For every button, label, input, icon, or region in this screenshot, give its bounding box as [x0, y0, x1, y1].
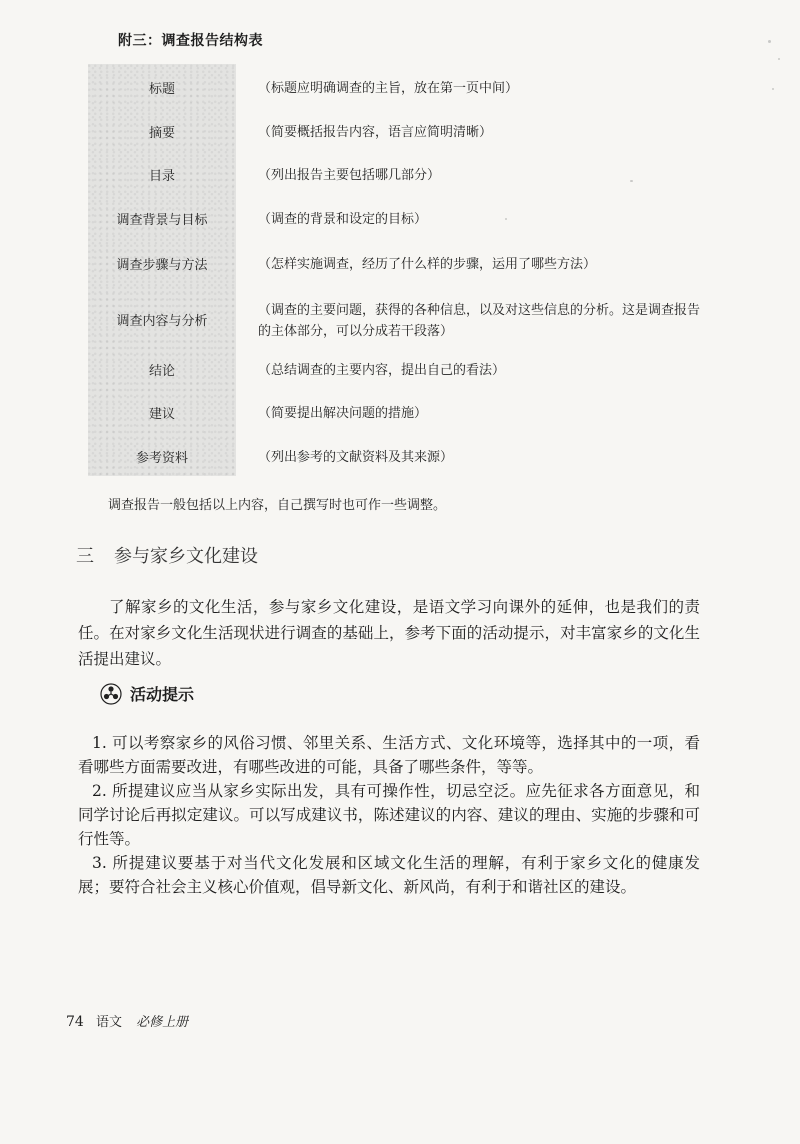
intro-paragraph: 了解家乡的文化生活，参与家乡文化建设，是语文学习向课外的延伸，也是我们的责任。在对家乡文化生活现状进行调查的基础上，参考下面的活动提示，对丰富家乡的文化生活提出建议。 [78, 598, 700, 668]
scan-speckle [768, 40, 771, 43]
row-label: 建议 [148, 407, 175, 422]
section-number: 三 [76, 546, 94, 567]
scan-speckle [778, 58, 780, 60]
row-description: （简要概括报告内容，语言应简明清晰） [258, 125, 493, 140]
row-label: 摘要 [148, 126, 175, 141]
tips-heading-label: 活动提示 [130, 685, 195, 704]
tip-item: 1. 可以考察家乡的风俗习惯、邻里关系、生活方式、文化环境等，选择其中的一项，看看哪些方面需要改进，有哪些改进的可能，具备了哪些条件，等等。 [78, 734, 700, 776]
row-description: （调查的背景和设定的目标） [258, 212, 428, 227]
row-label: 参考资料 [135, 451, 188, 466]
scan-speckle [772, 88, 774, 90]
row-description: （调查的主要问题，获得的各种信息，以及对这些信息的分析。这是调查报告的主体部分，可以分成若干段落） [258, 303, 701, 339]
row-label: 标题 [148, 82, 175, 97]
scan-speckle [505, 218, 507, 220]
scan-speckle [630, 180, 633, 182]
page-number: 74 [66, 1014, 84, 1030]
row-label: 目录 [148, 169, 175, 184]
row-description: （简要提出解决问题的措施） [258, 406, 428, 421]
tips-heading [100, 682, 194, 705]
tip-item: 2. 所提建议应当从家乡实际出发，具有可操作性，切忌空泛。应先征求各方面意见，和同学讨论后再拟定建议。可以写成建议书，陈述建议的内容、建议的理由、实施的步骤和可行性等。 [78, 782, 700, 848]
page-footer [66, 1011, 188, 1030]
row-description: （列出报告主要包括哪几部分） [258, 168, 441, 183]
row-label: 调查步骤与方法 [116, 258, 208, 273]
tip-item: 3. 所提建议要基于对当代文化发展和区域文化生活的理解，有利于家乡文化的健康发展；要符合社会主义核心价值观，倡导新文化、新风尚，有利于和谐社区的建设。 [78, 854, 700, 896]
section-title: 参与家乡文化建设 [114, 546, 258, 567]
section-heading [76, 542, 258, 568]
row-description: （标题应明确调查的主旨，放在第一页中间） [258, 81, 519, 96]
book-subject: 语文 [95, 1015, 122, 1030]
appendix-title: 附三：调查报告结构表 [118, 33, 263, 49]
row-label: 调查背景与目标 [116, 213, 208, 228]
row-label: 结论 [148, 364, 175, 379]
book-volume: 必修上册 [136, 1015, 189, 1030]
row-description: （列出参考的文献资料及其来源） [258, 450, 454, 465]
activity-tips-icon [100, 683, 122, 705]
row-label: 调查内容与分析 [116, 314, 208, 329]
table-note: 调查报告一般包括以上内容，自己撰写时也可作一些调整。 [108, 498, 447, 513]
row-description: （总结调查的主要内容，提出自己的看法） [258, 363, 506, 378]
row-description: （怎样实施调查，经历了什么样的步骤，运用了哪些方法） [258, 257, 597, 272]
